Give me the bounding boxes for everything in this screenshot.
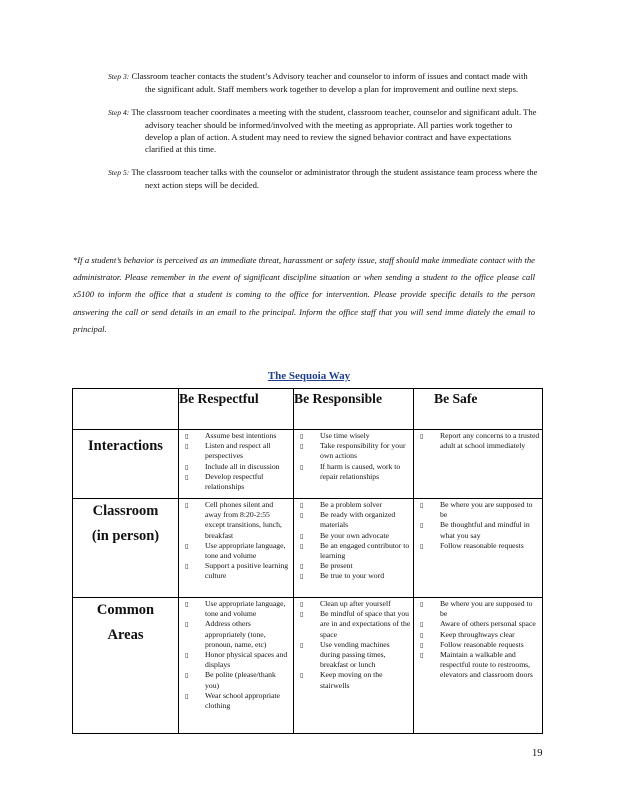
table-cell — [414, 430, 543, 499]
step-text: The classroom teacher coordinates a meeting with the student, classroom teacher, counselor and significant adult. The advisory teacher should be informed/involved with the meeting as appropriate. All parties work together to develop a plan of action. A student may need to review the signed behavior contract and have expectations clarified at this time. — [131, 107, 537, 154]
list-item: ▯ Use appropriate language, tone and volume — [185, 599, 291, 619]
table-row — [73, 598, 543, 734]
list-item: ▯ Develop respectful relationships — [185, 472, 291, 492]
list-item: ▯ Address others appropriately (tone, pronoun, name, etc) — [185, 619, 291, 650]
list-item: ▯ Keep moving on the stairwells — [300, 670, 411, 690]
header-be-safe: Be Safe — [414, 389, 543, 430]
list-item: ▯ Follow reasonable requests — [420, 640, 540, 650]
list-item: ▯ Listen and respect all perspectives — [185, 441, 291, 461]
list-item: ▯ Be ready with organized materials — [300, 510, 411, 530]
list-item: ▯ Be true to your word — [300, 571, 411, 581]
table-cell — [294, 499, 414, 598]
row-label-line: Common — [96, 602, 155, 618]
table-cell — [179, 499, 294, 598]
row-label-classroom — [73, 499, 179, 598]
steps-section — [108, 70, 538, 202]
sequoia-way-table — [72, 388, 543, 734]
list-item: ▯ Assume best intentions — [185, 431, 291, 441]
step-label: Step 4: — [108, 108, 130, 117]
list-item: ▯ Follow reasonable requests — [420, 541, 540, 551]
list-item: ▯ Use vending machines during passing times, breakfast or lunch — [300, 640, 411, 671]
row-label-line: (in person) — [91, 528, 160, 544]
list-item: ▯ Be a problem solver — [300, 500, 411, 510]
table-cell — [179, 430, 294, 499]
list-item: ▯ Be where you are supposed to be — [420, 599, 540, 619]
list-item: ▯ Be mindful of space that you are in and expectations of the space — [300, 609, 411, 640]
list-item: ▯ Maintain a walkable and respectful route to restrooms, elevators and classroom doors — [420, 650, 540, 681]
step-text: The classroom teacher talks with the counselor or administrator through the student assistance team process where the next action steps will be decided. — [131, 167, 538, 190]
list-item: ▯ Use appropriate language, tone and volume — [185, 541, 291, 561]
list-item: ▯ Honor physical spaces and displays — [185, 650, 291, 670]
list-item: ▯ Be your own advocate — [300, 531, 411, 541]
table-cell — [294, 430, 414, 499]
row-label-common-areas — [73, 598, 179, 734]
table-header-row — [73, 389, 543, 430]
table-cell — [414, 598, 543, 734]
list-item: ▯ Clean up after yourself — [300, 599, 411, 609]
step-label: Step 3: — [108, 72, 130, 81]
list-item: ▯ Include all in discussion — [185, 462, 291, 472]
list-item: ▯ Use time wisely — [300, 431, 411, 441]
table-row — [73, 499, 543, 598]
step-label: Step 5: — [108, 168, 130, 177]
table-cell — [294, 598, 414, 734]
list-item: ▯ Be an engaged contributor to learning — [300, 541, 411, 561]
list-item: ▯ Report any concerns to a trusted adult at school immediately — [420, 431, 540, 451]
page-number: 19 — [532, 748, 543, 759]
header-be-responsible: Be Responsible — [294, 389, 414, 430]
step-4 — [108, 106, 538, 155]
safety-note: *If a student’s behavior is perceived as an immediate threat, harassment or safety issue, staff should make immediate contact with the administrator. Please remember in the event of significant discipline situation or when sending a student to the office please call x5100 to inform the office that a student is coming to the office for intervention. Please provide specific details to the person answering the call or send details in an email to the principal. Inform the office staff that you will send imme diately the email to principal. — [73, 254, 535, 335]
list-item: ▯ Be present — [300, 561, 411, 571]
list-item: ▯ Cell phones silent and away from 8:20-2:55 except transitions, lunch, breakfast — [185, 500, 291, 541]
table-cell — [179, 598, 294, 734]
list-item: ▯ Keep throughways clear — [420, 630, 540, 640]
step-text: Classroom teacher contacts the student’s Advisory teacher and counselor to inform of issues and contact made with the significant adult. Staff members work together to develop a plan for improvement and outline next steps. — [131, 71, 528, 94]
header-be-respectful: Be Respectful — [179, 389, 294, 430]
list-item: ▯ If harm is caused, work to repair relationships — [300, 462, 411, 482]
table-row — [73, 430, 543, 499]
section-title: The Sequoia Way — [267, 370, 351, 382]
list-item: ▯ Support a positive learning culture — [185, 561, 291, 581]
list-item: ▯ Aware of others personal space — [420, 619, 540, 629]
list-item: ▯ Be polite (please/thank you) — [185, 670, 291, 690]
row-label-line: Classroom — [92, 503, 159, 519]
table-corner-cell — [73, 389, 179, 430]
step-5 — [108, 166, 538, 191]
list-item: ▯ Be where you are supposed to be — [420, 500, 540, 520]
list-item: ▯ Be thoughtful and mindful in what you say — [420, 520, 540, 540]
list-item: ▯ Wear school appropriate clothing — [185, 691, 291, 711]
table-cell — [414, 499, 543, 598]
row-label-interactions: Interactions — [73, 430, 179, 499]
list-item: ▯ Take responsibility for your own actions — [300, 441, 411, 461]
row-label-line: Areas — [107, 627, 144, 643]
step-3 — [108, 70, 538, 95]
